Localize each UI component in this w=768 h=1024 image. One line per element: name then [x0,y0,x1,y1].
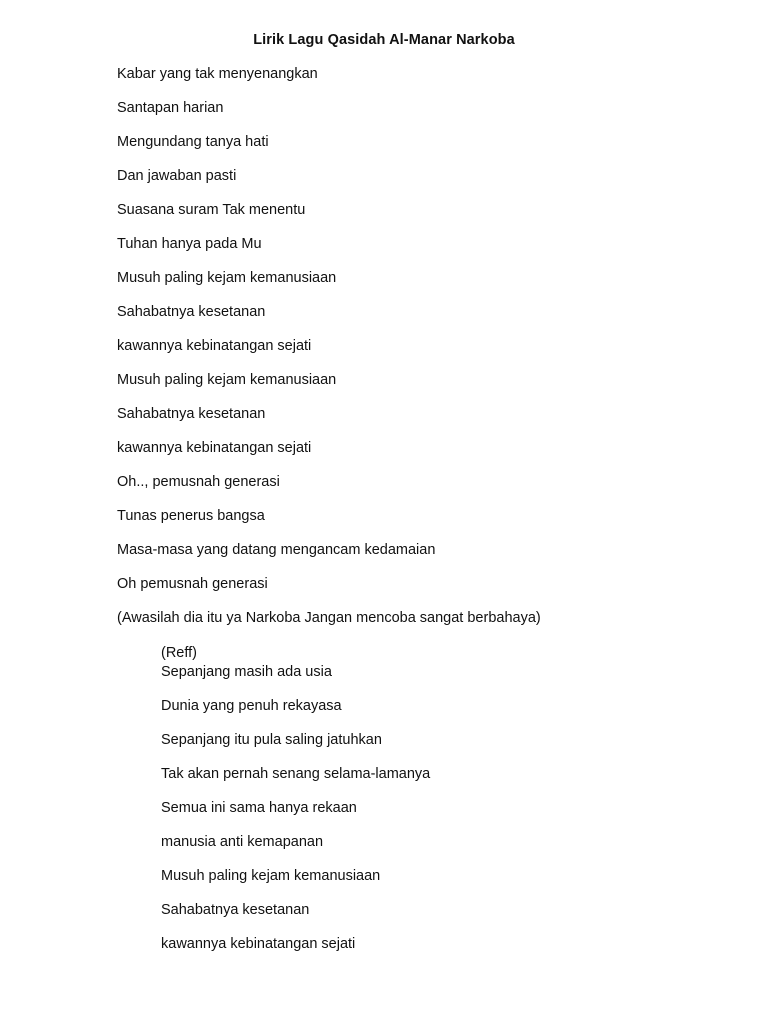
lyric-line: Kabar yang tak menyenangkan [117,66,318,82]
lyric-line: Sepanjang masih ada usia [161,664,332,680]
lyric-line: (Awasilah dia itu ya Narkoba Jangan mencoba sangat berbahaya) [117,610,541,626]
lyric-line: Sepanjang itu pula saling jatuhkan [161,732,382,748]
lyric-line: Musuh paling kejam kemanusiaan [117,372,337,388]
lyric-line: Musuh paling kejam kemanusiaan [161,868,381,884]
lyric-line: Oh.., pemusnah generasi [117,474,280,490]
reff-section [161,643,430,968]
lyric-line: Musuh paling kejam kemanusiaan [117,270,337,286]
page-title: Lirik Lagu Qasidah Al-Manar Narkoba [253,32,515,48]
lyric-line: Tuhan hanya pada Mu [117,236,262,252]
lyric-line: Sahabatnya kesetanan [117,406,266,422]
lyric-line: Mengundang tanya hati [117,134,269,150]
lyric-line: Sahabatnya kesetanan [161,902,310,918]
reff-lyrics [161,662,430,968]
lyric-line: Dan jawaban pasti [117,168,237,184]
lyric-line: Suasana suram Tak menentu [117,202,306,218]
verse-lyrics [117,64,541,642]
lyric-line: Dunia yang penuh rekayasa [161,698,342,714]
lyric-line: Sahabatnya kesetanan [117,304,266,320]
lyric-line: Tunas penerus bangsa [117,508,265,524]
lyric-line: Semua ini sama hanya rekaan [161,800,357,816]
lyric-line: Tak akan pernah senang selama-lamanya [161,766,431,782]
lyric-line: kawannya kebinatangan sejati [161,936,356,952]
lyric-line: kawannya kebinatangan sejati [117,440,312,456]
lyric-line: manusia anti kemapanan [161,834,324,850]
lyric-line: Masa-masa yang datang mengancam kedamaian [117,542,436,558]
lyric-line: kawannya kebinatangan sejati [117,338,312,354]
lyric-line: Santapan harian [117,100,224,116]
lyric-line: Oh pemusnah generasi [117,576,268,592]
reff-label: (Reff) [161,645,197,661]
